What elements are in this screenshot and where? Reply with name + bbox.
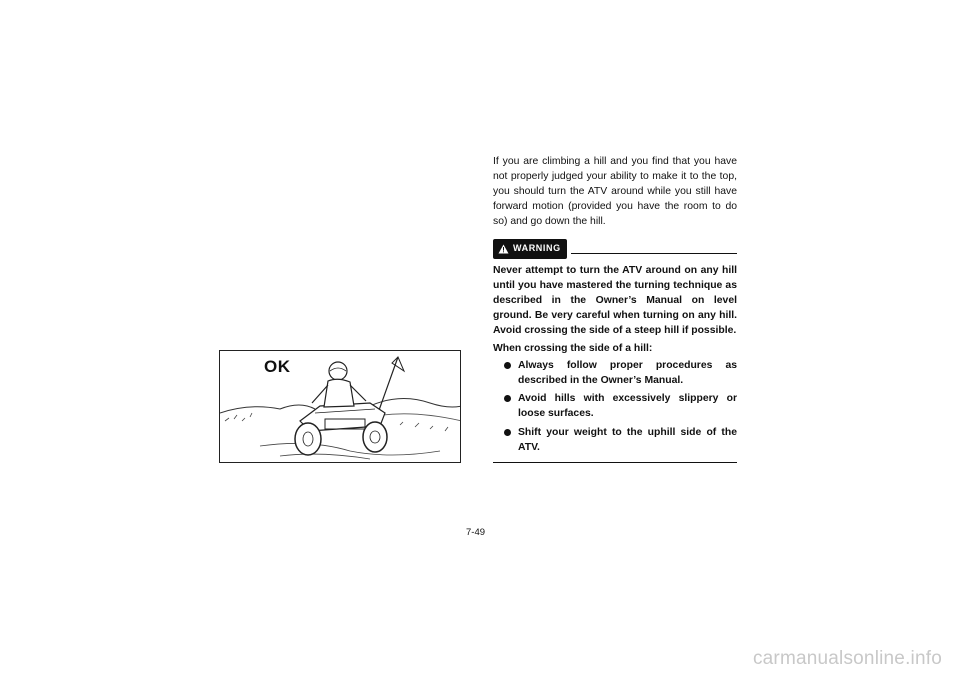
warning-rule [571,253,737,254]
warning-label: WARNING [513,243,561,254]
bullet-icon [504,362,511,369]
list-item: Always follow proper procedures as described in the Owner’s Manual. [493,358,737,388]
bullet-icon [504,429,511,436]
warning-end-rule [493,462,737,463]
watermark: carmanualsonline.info [752,648,942,669]
warning-body: Never attempt to turn the ATV around on any hill until you have mastered the turning technique as described in the Owner’s Manual on level ground. Be very careful when turning on any hill. Avoid crossing the side of a steep hill if possible. [493,264,737,336]
warning-header [493,239,737,258]
figure-ok-label: OK [264,357,291,376]
crossing-list [493,358,737,455]
text-column [493,154,737,463]
intro-paragraph: If you are climbing a hill and you find that you have not properly judged your ability to make it to the top, you should turn the ATV around while you still have forward motion (provided you have the room to do so) and go down the hill. [493,156,737,228]
list-item: Avoid hills with excessively slippery or loose surfaces. [493,391,737,421]
atv-rider-drawing [220,351,461,463]
crossing-title: When crossing the side of a hill: [493,343,653,355]
warning-triangle-icon [498,244,509,254]
list-item: Shift your weight to the uphill side of the ATV. [493,425,737,455]
atv-illustration [219,350,461,463]
bullet-icon [504,395,511,402]
page-number: 7-49 [466,527,486,538]
warning-badge [493,239,567,258]
